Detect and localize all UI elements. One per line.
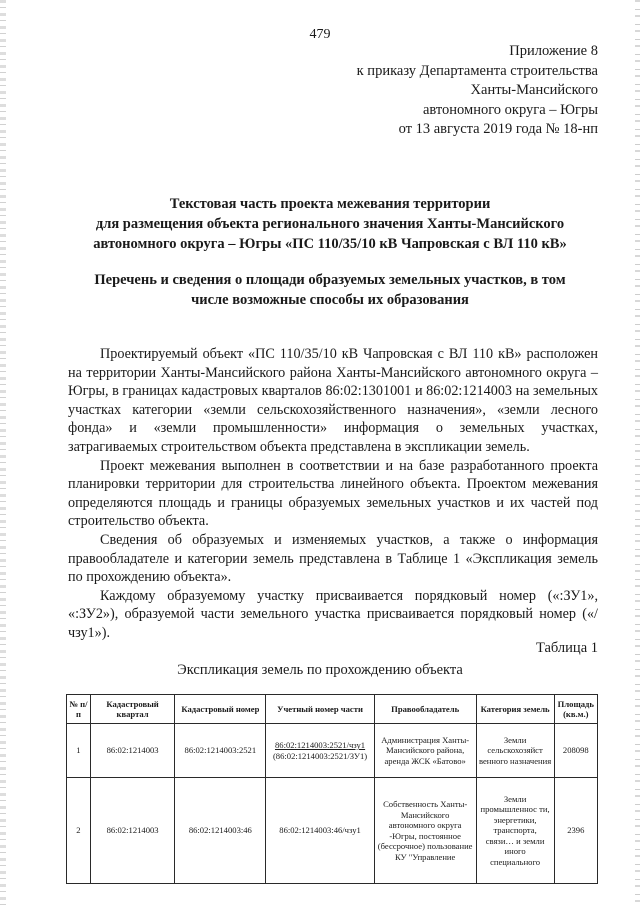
cell-category: Земли промышленнос ти, энергетики, транспорта, связи… и земли иного специального: [476, 778, 554, 884]
title-line: автономного округа – Югры «ПС 110/35/10 кВ Чапровская с ВЛ 110 кВ»: [93, 236, 567, 252]
header-owner: Правообладатель: [374, 695, 476, 724]
table-row: [67, 724, 598, 778]
header-category: Категория земель: [476, 695, 554, 724]
scan-edge-left: [0, 0, 6, 905]
table-row: [67, 778, 598, 884]
paragraph: Проект межевания выполнен в соответствии и на базе разработанного проекта планировки территории для строительства линейного объекта. Проектом межевания определяются площадь и границы образуемых земельных участков и их частей под строительство объекта.: [68, 457, 598, 530]
cell-category: Земли сельскохозяйст венного назначения: [476, 724, 554, 778]
header-kadastr-kvartal: Кадастровый квартал: [90, 695, 175, 724]
cell-uchetny-nomer: [266, 724, 374, 778]
appendix-line: автономного округа – Югры: [422, 101, 598, 118]
subtitle-line: числе возможные способы их образования: [191, 292, 469, 308]
cell-kadastr-kvartal: 86:02:1214003: [90, 724, 175, 778]
cell-kadastr-nomer: 86:02:1214003:46: [175, 778, 266, 884]
appendix-line: Приложение 8: [509, 43, 598, 59]
appendix-line: к приказу Департамента строительства: [356, 62, 598, 79]
cell-area: 2396: [554, 778, 597, 884]
table-header-row: [67, 695, 598, 724]
paragraph: Проектируемый объект «ПС 110/35/10 кВ Чапровская с ВЛ 110 кВ» расположен на территории Ханты-Мансийского района Ханты-Мансийского автономного округа – Югры, в границах кадастровых кварталов 86:02:1301001 и 86:02:1214003 на земельных участках категории «земли сельскохозяйственного назначения», «земли лесного фонда» и «земли промышленности» информация о земельных участках, затрагиваемых строительством объекта представлена в экспликации земель.: [68, 346, 598, 455]
table-label: Таблица 1: [535, 640, 598, 656]
header-num: № п/п: [67, 695, 91, 724]
cell-owner: Собственность Ханты-Мансийского автономного округа -Югры, постоянное (бессрочное) пользование КУ "Управление: [374, 778, 476, 884]
header-area: Площадь (кв.м.): [554, 695, 597, 724]
title-line: для размещения объекта регионального значения Ханты-Мансийского: [95, 216, 565, 232]
page-number: 479: [309, 27, 331, 42]
appendix-line: Ханты-Мансийского: [470, 82, 598, 98]
body-text: [68, 345, 598, 643]
cell-owner: Администрация Ханты-Мансийского района, аренда ЖСК «Батово»: [374, 724, 476, 778]
cell-num: 1: [67, 724, 91, 778]
paragraph: Каждому образуемому участку присваивается порядковый номер («:ЗУ1», «:ЗУ2»), образуемой части земельного участка присваивается порядковый номер («/чзу1»).: [68, 587, 598, 641]
table-title: Экспликация земель по прохождению объекта: [177, 662, 463, 678]
land-explication-table: [66, 694, 598, 884]
appendix-block: [357, 42, 598, 140]
paragraph: Сведения об образуемых и изменяемых участков, а также о информация правообладателе и категории земель представлена в Таблице 1 «Экспликация земель по прохождению объекта».: [68, 531, 598, 586]
cell-kadastr-kvartal: 86:02:1214003: [90, 778, 175, 884]
document-title: [60, 194, 600, 254]
title-line: Текстовая часть проекта межевания территории: [169, 196, 491, 212]
section-heading: [60, 270, 600, 310]
cell-uchetny-nomer: 86:02:1214003:46/чзу1: [266, 778, 374, 884]
uchetny-nomer-line: (86:02:1214003:2521/ЗУ1): [272, 750, 368, 761]
cell-num: 2: [67, 778, 91, 884]
scan-edge-right: [635, 0, 640, 905]
cell-kadastr-nomer: 86:02:1214003:2521: [175, 724, 266, 778]
appendix-line: от 13 августа 2019 года № 18-нп: [398, 121, 598, 137]
subtitle-line: Перечень и сведения о площади образуемых земельных участков, в том: [94, 272, 566, 288]
cell-area: 208098: [554, 724, 597, 778]
header-uchetny-nomer: Учетный номер части: [266, 695, 374, 724]
uchetny-nomer-line: 86:02:1214003:2521/чзу1: [274, 740, 366, 750]
header-kadastr-nomer: Кадастровый номер: [175, 695, 266, 724]
